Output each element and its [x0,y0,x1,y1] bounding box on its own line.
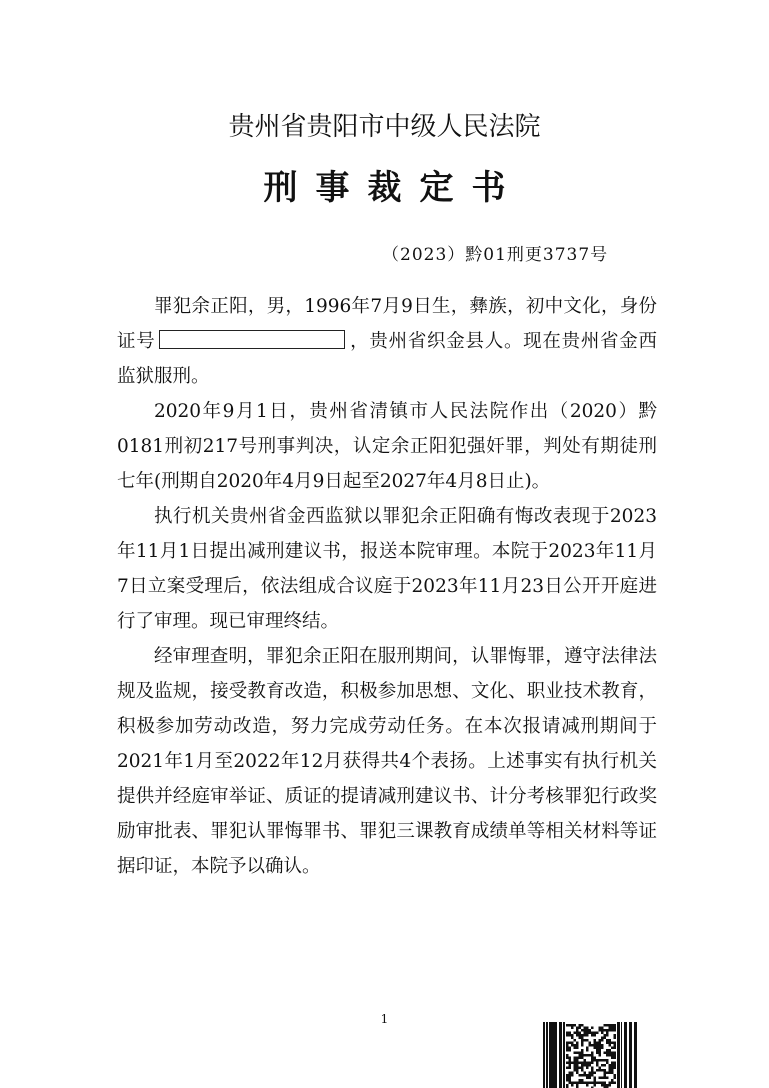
case-number: （2023）黔01刑更3737号 [382,245,609,265]
defendant-info-text: 罪犯余正阳，男，1996年7月9日生，彝族，初中文化，身份证号 [117,296,657,352]
qr-code-icon [542,1022,638,1088]
page-number: 1 [380,1012,389,1026]
document-title: 刑事裁定书 [263,168,524,208]
paragraph-findings: 经审理查明，罪犯余正阳在服刑期间，认罪悔罪，遵守法律法规及监规，接受教育改造，积极参加思想、文化、职业技术教育，积极参加劳动改造，努力完成劳动任务。在本次报请减刑期间于2021年1月至2022年12月获得共4个表扬。上述事实有执行机关提供并经庭审举证、质证的提请减刑建议书、计分考核罪犯行政奖励审批表、罪犯认罪悔罪书、罪犯三课教育成绩单等相关材料等证据印证，本院予以确认。 [117,646,657,877]
paragraph-original-judgment: 2020年9月1日，贵州省清镇市人民法院作出（2020）黔0181刑初217号刑事判决，认定余正阳犯强奸罪，判处有期徒刑七年(刑期自2020年4月9日起至2027年4月8日止)。 [117,401,657,492]
redacted-id-box [159,330,345,349]
paragraph-defendant-info [117,289,657,394]
defendant-residence-text: ，贵州省织金县人。现在贵州省金西监狱服刑。 [117,331,657,387]
court-name: 贵州省贵阳市中级人民法院 [228,112,541,142]
document-body [117,289,657,884]
paragraph-commutation-proposal: 执行机关贵州省金西监狱以罪犯余正阳确有悔改表现于2023年11月1日提出减刑建议书，报送本院审理。本院于2023年11月7日立案受理后，依法组成合议庭于2023年11月23日公开开庭进行了审理。现已审理终结。 [117,506,657,632]
